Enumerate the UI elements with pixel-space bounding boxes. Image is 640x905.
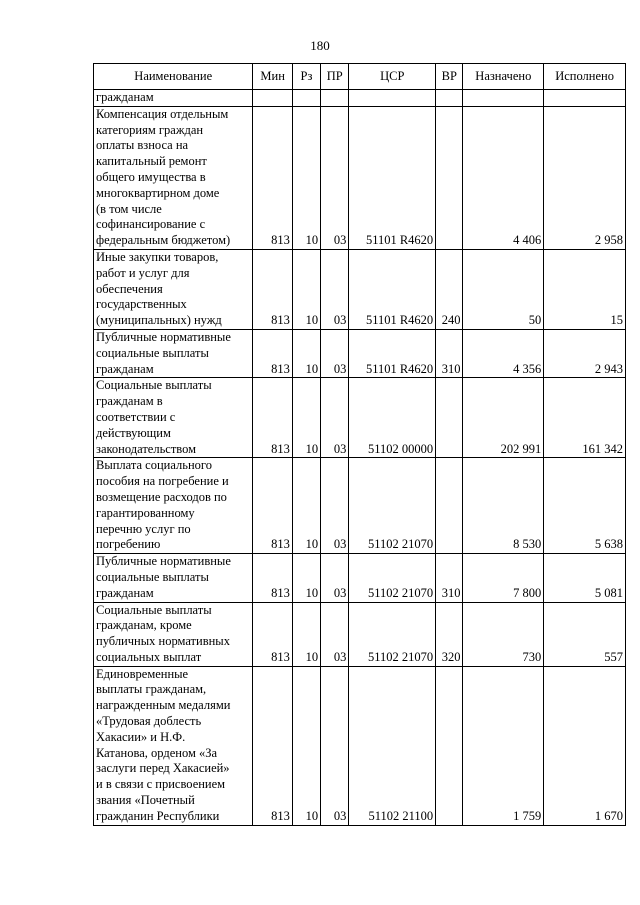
header-vr: ВР	[436, 64, 463, 90]
row-name-line: гражданам	[96, 361, 154, 376]
row-name-line: гражданам, кроме	[96, 618, 192, 633]
row-pr: 03	[321, 329, 349, 377]
header-name: Наименование	[94, 64, 253, 90]
continuation-text: гражданам	[94, 90, 253, 107]
row-pr: 03	[321, 106, 349, 249]
row-executed: 2 943	[544, 329, 626, 377]
row-name-line: Публичные нормативные	[96, 554, 231, 569]
row-name-line: обеспечения	[96, 281, 163, 296]
row-csr: 51102 21070	[349, 554, 436, 602]
row-assigned: 4 406	[463, 106, 544, 249]
row-vr	[436, 106, 463, 249]
row-vr	[436, 458, 463, 554]
table-header-row	[94, 64, 626, 90]
row-min: 813	[253, 458, 292, 554]
row-rz: 10	[292, 666, 320, 825]
row-assigned: 730	[463, 602, 544, 666]
row-name-line: Социальные выплаты	[96, 378, 212, 393]
row-name-line: государственных	[96, 297, 187, 312]
row-name-line: награжденным медалями	[96, 698, 231, 713]
row-vr	[436, 378, 463, 458]
row-name-line: гражданам	[96, 585, 154, 600]
row-name	[94, 106, 253, 249]
row-min: 813	[253, 378, 292, 458]
row-vr: 320	[436, 602, 463, 666]
table-row	[94, 666, 626, 825]
row-name-line: многоквартирном доме	[96, 185, 220, 200]
row-name-line: федеральным бюджетом)	[96, 233, 231, 248]
header-executed: Исполнено	[544, 64, 626, 90]
row-csr: 51102 00000	[349, 378, 436, 458]
table-row	[94, 458, 626, 554]
row-assigned: 8 530	[463, 458, 544, 554]
row-executed: 1 670	[544, 666, 626, 825]
row-rz: 10	[292, 329, 320, 377]
row-name-line: софинансирование с	[96, 217, 206, 232]
row-executed: 2 958	[544, 106, 626, 249]
row-name-line: социальные выплаты	[96, 569, 209, 584]
row-name-line: действующим	[96, 425, 171, 440]
row-name-line: Компенсация отдельным	[96, 106, 229, 121]
row-pr: 03	[321, 249, 349, 329]
row-name-line: (в том числе	[96, 201, 162, 216]
row-executed: 557	[544, 602, 626, 666]
row-executed: 161 342	[544, 378, 626, 458]
row-name-line: Единовременные	[96, 666, 189, 681]
row-min: 813	[253, 602, 292, 666]
header-pr: ПР	[321, 64, 349, 90]
row-vr: 310	[436, 554, 463, 602]
row-vr	[436, 666, 463, 825]
row-min: 813	[253, 666, 292, 825]
row-name-line: и в связи с присвоением	[96, 777, 226, 792]
row-name-line: Катанова, орденом «За	[96, 745, 218, 760]
row-executed: 5 081	[544, 554, 626, 602]
row-rz: 10	[292, 458, 320, 554]
row-name-line: соответствии с	[96, 409, 176, 424]
row-name-line: капитальный ремонт	[96, 154, 207, 169]
row-name	[94, 602, 253, 666]
row-csr: 51101 R4620	[349, 106, 436, 249]
table-row	[94, 554, 626, 602]
row-name-line: гражданам в	[96, 394, 163, 409]
row-assigned: 7 800	[463, 554, 544, 602]
row-name	[94, 329, 253, 377]
header-csr: ЦСР	[349, 64, 436, 90]
page-number: 180	[310, 38, 330, 53]
row-name-line: публичных нормативных	[96, 634, 230, 649]
row-name-line: категориям граждан	[96, 122, 204, 137]
table-row	[94, 249, 626, 329]
row-name	[94, 554, 253, 602]
row-name-line: Хакасии» и Н.Ф.	[96, 729, 186, 744]
row-csr: 51101 R4620	[349, 249, 436, 329]
row-name-line: социальные выплаты	[96, 345, 209, 360]
row-csr: 51102 21070	[349, 602, 436, 666]
row-csr: 51102 21100	[349, 666, 436, 825]
row-name-line: (муниципальных) нужд	[96, 313, 222, 328]
row-name-line: заслуги перед Хакасией»	[96, 761, 230, 776]
row-rz: 10	[292, 106, 320, 249]
row-assigned: 50	[463, 249, 544, 329]
row-csr: 51101 R4620	[349, 329, 436, 377]
row-assigned: 202 991	[463, 378, 544, 458]
row-min: 813	[253, 554, 292, 602]
row-min: 813	[253, 249, 292, 329]
row-assigned: 4 356	[463, 329, 544, 377]
row-name-line: гражданин Республики	[96, 808, 220, 823]
table-row	[94, 106, 626, 249]
row-name	[94, 666, 253, 825]
row-name-line: общего имущества в	[96, 169, 206, 184]
row-name-line: «Трудовая доблесть	[96, 714, 202, 729]
row-rz: 10	[292, 249, 320, 329]
row-min: 813	[253, 106, 292, 249]
row-pr: 03	[321, 378, 349, 458]
row-assigned: 1 759	[463, 666, 544, 825]
header-assigned: Назначено	[463, 64, 544, 90]
row-vr: 240	[436, 249, 463, 329]
row-name-line: Социальные выплаты	[96, 602, 212, 617]
row-vr: 310	[436, 329, 463, 377]
row-name-line: работ и услуг для	[96, 265, 190, 280]
row-pr: 03	[321, 554, 349, 602]
row-name	[94, 378, 253, 458]
table-row	[94, 378, 626, 458]
row-name-line: перечню услуг по	[96, 521, 191, 536]
row-rz: 10	[292, 378, 320, 458]
row-name-line: оплаты взноса на	[96, 138, 189, 153]
row-name-line: погребению	[96, 537, 161, 552]
row-min: 813	[253, 329, 292, 377]
budget-table	[93, 63, 626, 826]
row-name	[94, 458, 253, 554]
row-executed: 5 638	[544, 458, 626, 554]
row-name-line: звания «Почетный	[96, 793, 195, 808]
row-csr: 51102 21070	[349, 458, 436, 554]
row-name-line: пособия на погребение и	[96, 474, 229, 489]
table-row	[94, 329, 626, 377]
row-name-line: законодательством	[96, 441, 197, 456]
header-min: Мин	[253, 64, 292, 90]
continuation-row	[94, 90, 626, 107]
row-name-line: возмещение расходов по	[96, 489, 227, 504]
row-pr: 03	[321, 666, 349, 825]
row-executed: 15	[544, 249, 626, 329]
row-rz: 10	[292, 602, 320, 666]
table-row	[94, 602, 626, 666]
row-rz: 10	[292, 554, 320, 602]
row-name-line: Иные закупки товаров,	[96, 249, 219, 264]
header-rz: Рз	[292, 64, 320, 90]
row-name-line: Публичные нормативные	[96, 329, 231, 344]
row-name-line: гарантированному	[96, 505, 195, 520]
row-name-line: социальных выплат	[96, 649, 202, 664]
row-pr: 03	[321, 458, 349, 554]
row-name	[94, 249, 253, 329]
row-name-line: выплаты гражданам,	[96, 682, 207, 697]
row-name-line: Выплата социального	[96, 458, 212, 473]
row-pr: 03	[321, 602, 349, 666]
